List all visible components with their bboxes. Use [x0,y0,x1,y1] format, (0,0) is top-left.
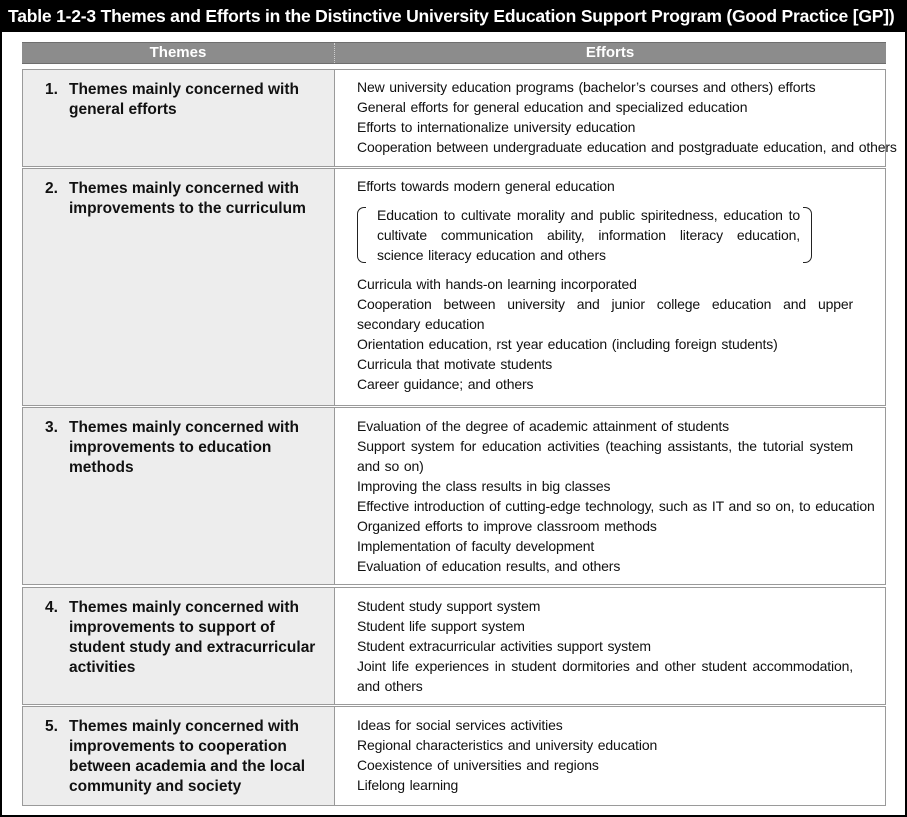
effort-item: Improving the class results in big classes [357,478,611,494]
effort-item: Evaluation of the degree of academic attainment of students [357,418,729,434]
efforts-cell-2 [357,176,853,394]
table-title: Table 1-2-3 Themes and Efforts in the Distinctive University Education Support Program (Good Practice [GP]) [0,0,907,32]
theme-number: 5. [45,718,58,735]
effort-item: Curricula with hands-on learning incorporated [357,276,637,292]
effort-item: Student extracurricular activities support system [357,638,651,654]
effort-item: Cooperation between university and junior college education and upper secondary education [357,296,853,332]
theme-number: 4. [45,599,58,616]
effort-item: Joint life experiences in student dormitories and other student accommodation, and others [357,658,853,694]
effort-item: Student study support system [357,598,541,614]
effort-item: Career guidance; and others [357,376,534,392]
efforts-cell-3 [357,416,875,576]
table-header [22,42,886,64]
bracket-text: Education to cultivate morality and public spiritedness, education to cultivate communication ability, information literacy education, science literacy education and others [377,207,800,263]
theme-label: Themes mainly concerned with general efforts [69,81,299,118]
theme-cell [23,70,335,166]
effort-item: New university education programs (bachelor’s courses and others) efforts [357,79,816,95]
effort-item: Lifelong learning [357,777,459,793]
effort-item: Organized efforts to improve classroom methods [357,518,657,534]
effort-item: Evaluation of education results, and others [357,558,621,574]
theme-cell [23,408,335,584]
theme-label: Themes mainly concerned with improvements to education methods [69,419,299,476]
effort-item: Student life support system [357,618,525,634]
theme-number: 1. [45,81,58,98]
effort-item: Curricula that motivate students [357,356,553,372]
header-themes: Themes [22,43,335,63]
bracket-note [357,205,812,265]
theme-cell [23,169,335,405]
effort-item: Efforts to internationalize university education [357,119,636,135]
theme-cell [23,588,335,704]
theme-label: Themes mainly concerned with improvements to the curriculum [69,180,306,217]
effort-item: Coexistence of universities and regions [357,757,599,773]
effort-item: Efforts towards modern general education [357,178,615,194]
effort-item: Support system for education activities (teaching assistants, the tutorial system and so on) [357,438,853,474]
effort-item: Implementation of faculty development [357,538,595,554]
efforts-cell-1 [357,77,897,157]
header-efforts: Efforts [585,44,635,61]
effort-item: Cooperation between undergraduate education and postgraduate education, and others [357,139,897,155]
theme-label: Themes mainly concerned with improvements to cooperation between academia and the local community and society [69,718,306,795]
effort-item: General efforts for general education and specialized education [357,99,748,115]
effort-item: Effective introduction of cutting-edge technology, such as IT and so on, to education [357,498,875,514]
effort-item: Regional characteristics and university education [357,737,658,753]
efforts-cell-4 [357,596,853,696]
theme-number: 2. [45,180,58,197]
theme-number: 3. [45,419,58,436]
theme-label: Themes mainly concerned with improvements to support of student study and extracurricular activities [69,599,316,676]
effort-item: Ideas for social services activities [357,717,563,733]
theme-cell [23,707,335,805]
efforts-cell-5 [357,715,853,795]
effort-item: Orientation education, rst year education (including foreign students) [357,336,778,352]
